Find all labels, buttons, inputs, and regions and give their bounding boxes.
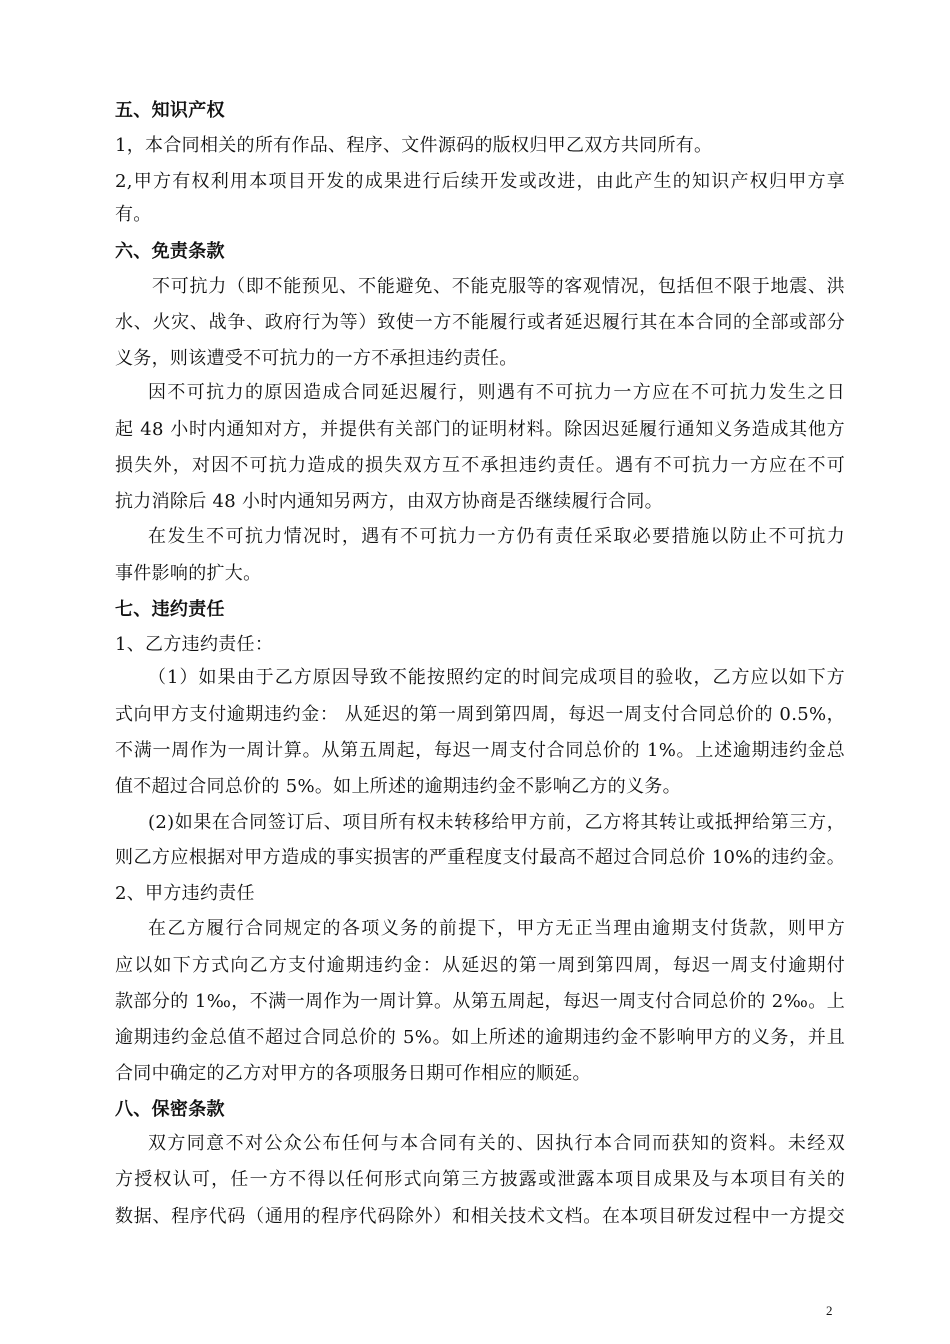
- paragraph-line: 合同中确定的乙方对甲方的各项服务日期可作相应的顺延。: [115, 1063, 591, 1084]
- paragraph-line: 数据、程序代码（通用的程序代码除外）和相关技术文档。在本项目研发过程中一方提交: [115, 1206, 845, 1227]
- paragraph-line: (2)如果在合同签订后、项目所有权未转移给甲方前，乙方将其转让或抵押给第三方，: [148, 812, 845, 833]
- paragraph-line: 不可抗力（即不能预见、不能避免、不能克服等的客观情况，包括但不限于地震、洪: [152, 276, 845, 297]
- paragraph-line: 抗力消除后 48 小时内通知另两方，由双方协商是否继续履行合同。: [115, 491, 663, 512]
- paragraph-line: 值不超过合同总价的 5%。如上所述的逾期违约金不影响乙方的义务。: [115, 776, 681, 797]
- section-heading-ip: 五、知识产权: [115, 100, 225, 121]
- paragraph-line: 起 48 小时内通知对方，并提供有关部门的证明材料。除因迟延履行通知义务造成其他方: [115, 419, 845, 440]
- paragraph-line: 方授权认可，任一方不得以任何形式向第三方披露或泄露本项目成果及与本项目有关的: [115, 1169, 845, 1190]
- paragraph-line: 义务，则该遭受不可抗力的一方不承担违约责任。: [115, 348, 518, 369]
- subheading-party-a: 2、甲方违约责任: [115, 883, 255, 904]
- section-heading-liability: 七、违约责任: [115, 599, 225, 620]
- paragraph-line: 不满一周作为一周计算。从第五周起，每迟一周支付合同总价的 1%。上述逾期违约金总: [115, 740, 845, 761]
- section-heading-disclaimer: 六、免责条款: [115, 241, 225, 262]
- paragraph-line: 逾期违约金总值不超过合同总价的 5%。如上所述的逾期违约金不影响甲方的义务，并且: [115, 1027, 845, 1048]
- paragraph-line: 双方同意不对公众公布任何与本合同有关的、因执行本合同而获知的资料。未经双: [148, 1133, 845, 1154]
- paragraph-line: 事件影响的扩大。: [115, 563, 262, 584]
- paragraph-line: 2,甲方有权利用本项目开发的成果进行后续开发或改进，由此产生的知识产权归甲方享: [115, 171, 845, 192]
- paragraph-line: 在发生不可抗力情况时，遇有不可抗力一方仍有责任采取必要措施以防止不可抗力: [148, 526, 845, 547]
- paragraph-line: 式向甲方支付逾期违约金： 从延迟的第一周到第四周，每迟一周支付合同总价的 0.5%，: [115, 704, 845, 725]
- page-number: 2: [826, 1303, 833, 1318]
- paragraph-line: （1）如果由于乙方原因导致不能按照约定的时间完成项目的验收，乙方应以如下方: [148, 667, 845, 688]
- paragraph-line: 水、火灾、战争、政府行为等）致使一方不能履行或者延迟履行其在本合同的全部或部分: [115, 312, 845, 333]
- paragraph-line: 1，本合同相关的所有作品、程序、文件源码的版权归甲乙双方共同所有。: [115, 135, 713, 156]
- paragraph-line: 在乙方履行合同规定的各项义务的前提下，甲方无正当理由逾期支付货款，则甲方: [148, 918, 845, 939]
- subheading-party-b: 1、乙方违约责任：: [115, 634, 274, 655]
- paragraph-line: 款部分的 1‰，不满一周作为一周计算。从第五周起，每迟一周支付合同总价的 2‰。上: [115, 991, 845, 1012]
- paragraph-line: 损失外，对因不可抗力造成的损失双方互不承担违约责任。遇有不可抗力一方应在不可: [115, 455, 845, 476]
- section-heading-confidentiality: 八、保密条款: [115, 1099, 225, 1120]
- paragraph-line: 则乙方应根据对甲方造成的事实损害的严重程度支付最高不超过合同总价 10%的违约金。: [115, 847, 845, 868]
- paragraph-line: 因不可抗力的原因造成合同延迟履行，则遇有不可抗力一方应在不可抗力发生之日: [148, 382, 845, 403]
- paragraph-line: 有。: [115, 204, 152, 225]
- paragraph-line: 应以如下方式向乙方支付逾期违约金：从延迟的第一周到第四周，每迟一周支付逾期付: [115, 955, 845, 976]
